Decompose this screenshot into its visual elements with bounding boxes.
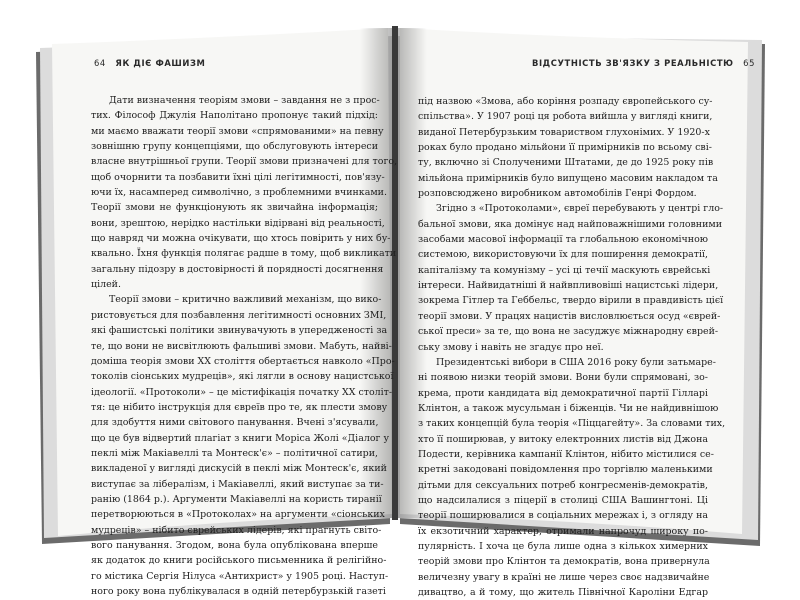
text-line: бальної змови, яка домінує над найповажнішими головними xyxy=(418,218,723,230)
text-line: зокрема Гітлер та Геббельс, твердо вірили в правдивість цієї xyxy=(418,295,724,307)
text-line: що це був відвертий плагіат з книги Моріса Жолі «Діалог у xyxy=(91,432,390,444)
text-line: які фашистські політики звинувачують в упередженості за xyxy=(91,325,388,337)
text-line: що навряд чи можна очікувати, що хтось повірить у них бу- xyxy=(91,233,391,245)
text-line: для здобуття ними світового панування. Вчені з'ясували, xyxy=(91,417,379,429)
text-line: вони, зрештою, нерідко настільки відірвані від реальності, xyxy=(91,217,385,229)
text-line: перетворюються в «Протоколах» на аргументи «сіонських xyxy=(91,509,385,521)
text-line: токолів сіонських мудреців», які лягли в основу нацистської xyxy=(91,371,394,383)
text-line: ного року вона публікувалася в одній петербурзькій газеті xyxy=(91,586,386,597)
text-line: Клінтон, а також мусульман і біженців. Чи не найдивнішою xyxy=(418,402,719,414)
text-line: пулярність. І хоча це була лише одна з кількох химерних xyxy=(418,540,708,552)
text-line: хто її поширював, у витоку електронних листів від Джона xyxy=(418,433,708,445)
text-line: мудреців» – нібито єврейських лідерів, які прагнуть світо- xyxy=(91,524,382,536)
text-line: щоб очорнити та позбавити їхні цілі легітимності, пов'язу- xyxy=(91,171,385,183)
text-line: дітьми для сексуальних потреб конгресменів-демократів, xyxy=(418,479,708,491)
text-line: кретні закодовані повідомлення про торгівлю маленькими xyxy=(418,464,713,476)
left-running-header xyxy=(88,58,205,68)
text-line: інтереси. Найвидатніші й найвпливовіші нацистські лідери, xyxy=(418,280,719,292)
text-line: ні появою низки теорій змови. Вони були спрямовані, зо- xyxy=(418,372,708,384)
text-line: системою, використовуючи їх для поширення демократії, xyxy=(418,249,708,261)
text-line: Теорії змови – критично важливий механізм, що вико- xyxy=(109,294,382,306)
text-line: ідеології. «Протоколи» – це містифікація початку XX століт- xyxy=(91,386,393,398)
right-body-text xyxy=(418,94,726,600)
text-line: з таких концепцій була теорія «Піццагейту». За словами тих, xyxy=(418,418,726,430)
right-running-header xyxy=(532,58,761,68)
text-line: загальну підозру в достовірності й порядності досягнення xyxy=(91,263,384,275)
text-line: тих. Філософ Джулія Наполітано пропонує такий підхід: xyxy=(91,110,378,122)
text-line: Дати визначення теоріям змови – завдання не з прос- xyxy=(109,95,380,106)
text-line: спільства». У 1907 році ця робота вийшла у вигляді книги, xyxy=(418,111,713,123)
text-line: дивацтво, а й тому, що житель Північної Кароліни Едгар xyxy=(418,587,708,598)
text-line: під назвою «Змова, або коріння розпаду європейського су- xyxy=(418,96,713,107)
right-page xyxy=(400,0,800,598)
text-line: засобами масової інформації та глобальною економічною xyxy=(418,234,708,246)
text-line: пеклі між Макіавеллі та Монтеск'є» – політичної сатири, xyxy=(91,447,378,459)
text-line: Згідно з «Протоколами», євреї перебувають у центрі гло- xyxy=(436,203,724,215)
text-line: як додаток до книги російського письменника й релігійно- xyxy=(91,555,387,567)
left-page xyxy=(0,0,400,597)
text-line: роках було продано мільйони її примірників по всьому сві- xyxy=(418,142,712,154)
text-line: зовнішню групу концепціями, що обслуговують інтереси xyxy=(91,141,378,153)
text-line: ристовується для позбавлення легітимності основних ЗМІ, xyxy=(91,309,387,321)
text-line: ранію (1864 р.). Аргументи Макіавеллі на користь тиранії xyxy=(91,493,382,505)
text-line: величезну увагу в країні не лише через своє надзвичайне xyxy=(418,571,710,583)
text-line: ську змову і навіть не згадує про неї. xyxy=(418,341,604,353)
text-line: ми маємо вважати теорії змови «спрямованими» на певну xyxy=(91,125,384,137)
text-line: ючи їх, насамперед символічно, з проблемними вчинками. xyxy=(91,187,387,199)
text-line: квально. Їхня функція полягає радше в тому, щоб викликати xyxy=(91,248,397,260)
running-title: ЯК ДІЄ ФАШИЗМ xyxy=(115,58,206,68)
page-number: 65 xyxy=(743,58,755,68)
text-line: виступає за лібералізм, і Макіавеллі, який виступає за ти- xyxy=(91,478,384,490)
text-line: власне внутрішньої групи. Теорії змови призначені для того, xyxy=(91,156,398,168)
text-line: виданої Петербурзьким товариством глухонімих. У 1920-х xyxy=(418,126,710,138)
text-line: Подести, керівника кампанії Клінтон, нібито містилися се- xyxy=(418,448,714,460)
text-line: ської преси» за те, що вона не засуджує міжнародну єврей- xyxy=(418,326,719,338)
left-body-text xyxy=(91,93,398,599)
text-line: го містика Сергія Нілуса «Антихрист» у 1905 році. Наступ- xyxy=(91,570,389,582)
text-line: тя: це нібито інструкція для євреїв про те, як плести змову xyxy=(91,401,388,413)
text-line: мільйона примірників було випущено масовим накладом та xyxy=(418,172,718,184)
text-line: Президентські вибори в США 2016 року були затьмаре- xyxy=(436,356,716,368)
text-line: розповсюджено виробником автомобілів Генрі Фордом. xyxy=(418,188,697,200)
text-line: крема, проти кандидата від демократичної партії Гілларі xyxy=(418,387,708,399)
text-line: доміша теорія змови XX століття обертається навколо «Про- xyxy=(91,355,395,367)
text-line: викладеної у вигляді дискусій в пеклі між Монтеск'є, який xyxy=(91,463,387,475)
text-line: теорії змови. У працях нацистів висловлюється осуд «єврей- xyxy=(418,310,721,322)
text-line: цілей. xyxy=(91,279,121,291)
text-line: вого панування. Згодом, вона була опублікована вперше xyxy=(91,539,378,551)
text-line: що надсилалися з піцерії в столиці США Вашингтоні. Ці xyxy=(418,494,708,506)
text-line: теорії поширювалися в соціальних мережах і, з огляду на xyxy=(418,510,708,522)
running-title: ВІДСУТНІСТЬ ЗВ'ЯЗКУ З РЕАЛЬНІСТЮ xyxy=(531,58,734,68)
text-line: Теорії змови не функціонують як звичайна інформація; xyxy=(91,202,378,214)
text-line: теорій змови про Клінтон та демократів, вона привернула xyxy=(418,556,710,568)
text-line: те, що вони не висвітлюють фальшиві змови. Мабуть, найві- xyxy=(91,340,392,352)
text-line: капіталізму та комунізму – усі ці течії маскують єврейські xyxy=(418,264,711,276)
page-number: 64 xyxy=(94,58,106,68)
text-line: їх екзотичний характер, отримали напрочуд широку по- xyxy=(418,525,708,537)
text-line: ту, включно зі Сполученими Штатами, де до 1925 року пів xyxy=(418,157,714,169)
